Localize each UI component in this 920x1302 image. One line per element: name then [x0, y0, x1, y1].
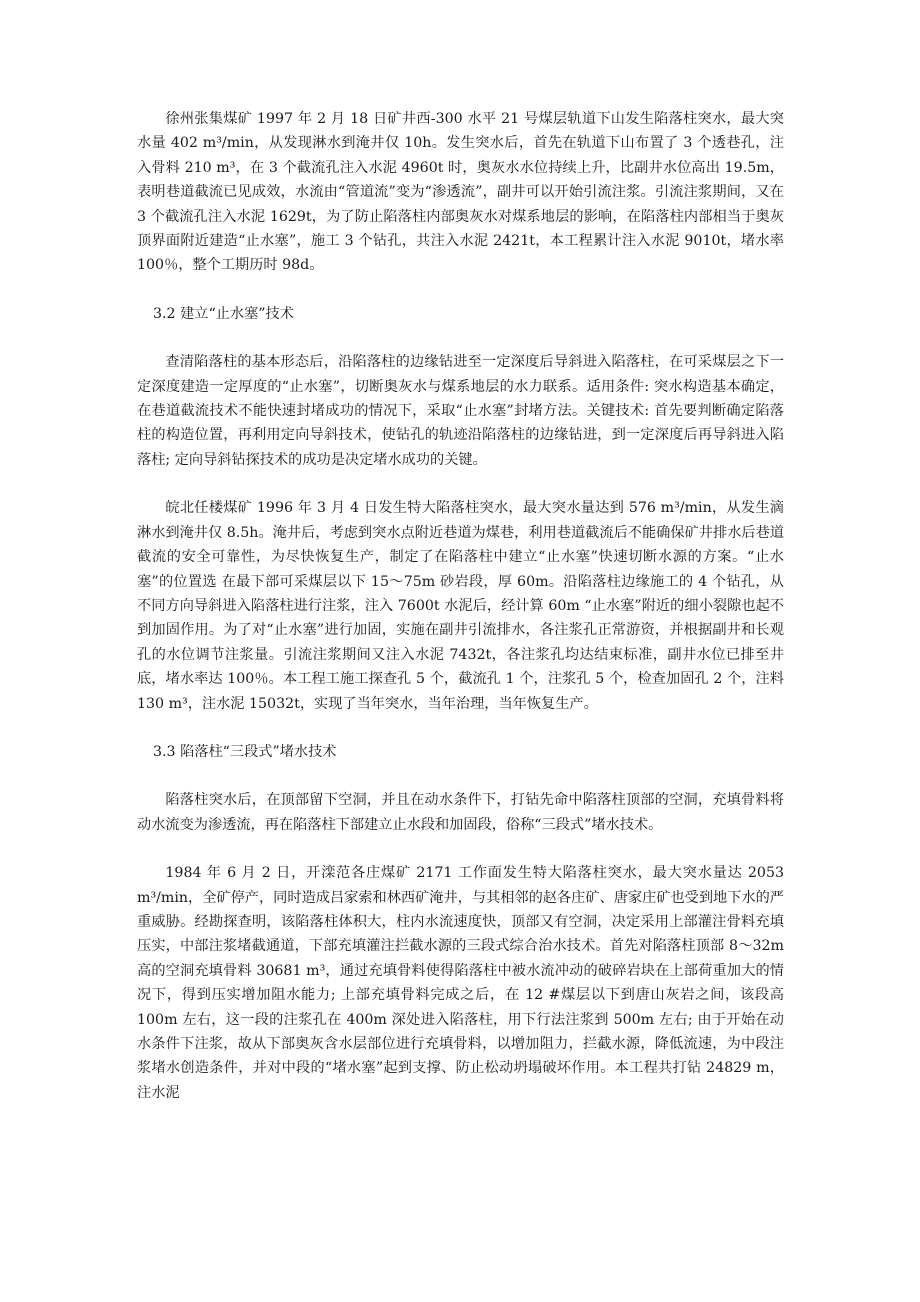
paragraph-zhangji-case: 徐州张集煤矿 1997 年 2 月 18 日矿井西-300 水平 21 号煤层轨道下山发生陷落柱突水，最大突水量 402 m³/min，从发现淋水到淹井仅 10h。发生突水后，首先在轨道下山布置了 3 个透巷孔，注入骨料 210 m³，在 3 个截流孔注入水泥 4960t 时，奥灰水水位持续上升，比副井水位高出 19.5m，表明巷道截流已见成效，水流由“管道流”变为“渗透流”，副井可以开始引流注浆。引流注浆期间，又在 3 个截流孔注入水泥 1629t，为了防止陷落柱内部奥灰水对煤系地层的影响，在陷落柱内部相当于奥灰顶界面附近建造“止水塞”，施工 3 个钻孔，共注入水泥 2421t，本工程累计注入水泥 9010t，堵水率 100％，整个工期历时 98d。 — [137, 111, 784, 274]
paragraph-water-plug-method: 查清陷落柱的基本形态后，沿陷落柱的边缘钻进至一定深度后导斜进入陷落柱，在可采煤层之下一定深度建造一定厚度的“止水塞”，切断奥灰水与煤系地层的水力联系。适用条件: 突水构造基本确定，在巷道截流技术不能快速封堵成功的情况下，采取“止水塞”封堵方法。关键技术: 首先要判断确定陷落柱的构造位置，再利用定向导斜技术，使钻孔的轨迹沿陷落柱的边缘钻进，到一定深度后再导斜进入陷落柱; 定向导斜钻探技术的成功是决定堵水成功的关键。 — [137, 354, 784, 468]
section-heading-3-2: 3.2 建立“止水塞”技术 — [153, 305, 294, 322]
paragraph-fangezhuang-case: 1984 年 6 月 2 日，开滦范各庄煤矿 2171 工作面发生特大陷落柱突水，最大突水量达 2053 m³/min，全矿停产，同时造成吕家索和林西矿淹井，与其相邻的赵各庄矿、唐家庄矿也受到地下水的严重威胁。经勘探查明，该陷落柱体积大，柱内水流速度快，顶部又有空洞，决定采用上部灌注骨料充填压实，中部注浆堵截通道，下部充填灌注拦截水源的三段式综合治水技术。首先对陷落柱顶部 8～32m 高的空洞充填骨料 30681 m³，通过充填骨料使得陷落柱中被水流冲动的破碎岩块在上部荷重加大的情况下，得到压实增加阻水能力; 上部充填骨料完成之后，在 12 #煤层以下到唐山灰岩之间，该段高 100m 左右，这一段的注浆孔在 400m 深处进入陷落柱，用下行法注浆到 500m 左右; 由于开始在动水条件下注浆，故从下部奥灰含水层部位进行充填骨料，以增加阻力，拦截水源，降低流速，为中段注浆堵水创造条件，并对中段的“堵水塞”起到支撑、防止松动坍塌破坏作用。本工程共打钻 24829 m，注水泥 — [137, 865, 784, 1101]
paragraph-three-stage-method: 陷落柱突水后，在顶部留下空洞，并且在动水条件下，打钻先命中陷落柱顶部的空洞，充填骨料将动水流变为渗透流，再在陷落柱下部建立止水段和加固段，俗称“三段式”堵水技术。 — [137, 792, 784, 833]
paragraph-renlou-case: 皖北任楼煤矿 1996 年 3 月 4 日发生特大陷落柱突水，最大突水量达到 576 m³/min，从发生滴淋水到淹井仅 8.5h。淹井后，考虑到突水点附近巷道为煤巷，利用巷道截流后不能确保矿井排水后巷道截流的安全可靠性，为尽快恢复生产，制定了在陷落柱中建立“止水塞”快速切断水源的方案。“止水塞”的位置选 在最下部可采煤层以下 15～75m 砂岩段，厚 60m。沿陷落柱边缘施工的 4 个钻孔，从不同方向导斜进入陷落柱进行注浆，注入 7600t 水泥后，经计算 60m “止水塞”附近的细小裂隙也起不到加固作用。为了对“止水塞”进行加固，实施在副井引流排水，各注浆孔正常游资，并根据副井和长观孔的水位调节注浆量。引流注浆期间又注入水泥 7432t，各注浆孔均达结束标准，副井水位已排至井底，堵水率达 100％。本工程工施工探查孔 5 个，截流孔 1 个，注浆孔 5 个，检查加固孔 2 个，注料 130 m³，注水泥 15032t，实现了当年突水，当年治理，当年恢复生产。 — [137, 500, 784, 712]
section-heading-3-3: 3.3 陷落柱“三段式”堵水技术 — [153, 743, 337, 760]
document-body — [137, 107, 784, 1129]
